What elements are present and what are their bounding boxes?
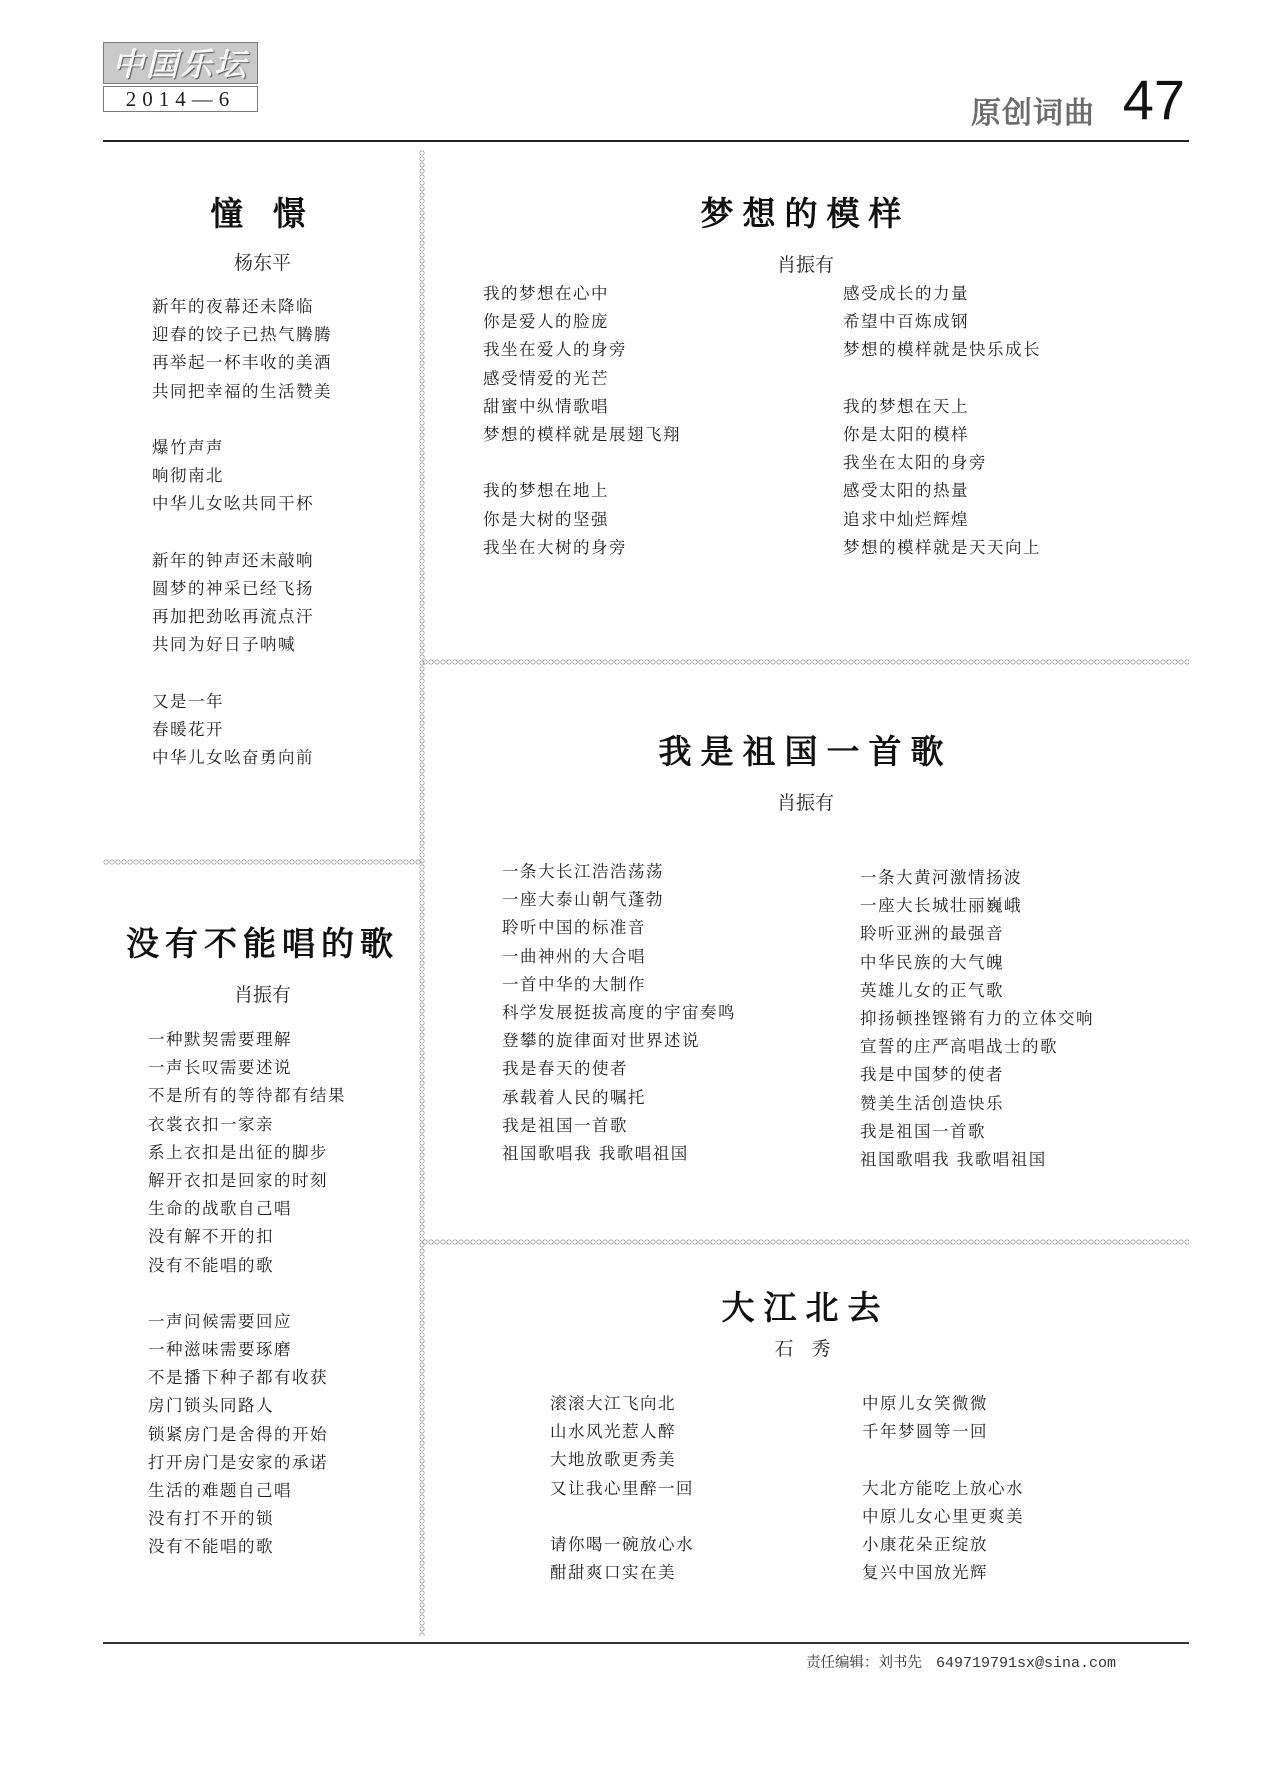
vertical-chain-divider xyxy=(418,150,426,1636)
poem-line: 新年的钟声还未敲响 xyxy=(152,550,314,570)
poem-line: 千年梦圆等一回 xyxy=(862,1422,988,1442)
poem-line: 感受情爱的光芒 xyxy=(483,368,609,388)
poem-title: 大江北去 xyxy=(721,1288,890,1327)
poem-line: 滚滚大江飞向北 xyxy=(550,1394,676,1413)
poem-line: 一座大泰山朝气蓬勃 xyxy=(502,890,664,910)
poem-line: 一声长叹需要述说 xyxy=(148,1058,292,1078)
poem-author: 肖振有 xyxy=(233,984,291,1006)
poem-line: 系上衣扣是出征的脚步 xyxy=(148,1142,328,1162)
poem-line: 我坐在大树的身旁 xyxy=(483,537,627,557)
poem-line: 我坐在爱人的身旁 xyxy=(483,340,627,360)
issue-number: 2014—6 xyxy=(103,86,258,112)
poem-line: 大北方能吃上放心水 xyxy=(862,1478,1024,1498)
header-rule xyxy=(103,140,1189,142)
poem-line: 祖国歌唱我 我歌唱祖国 xyxy=(860,1149,1047,1169)
poem-line: 爆竹声声 xyxy=(152,437,224,457)
poem-line: 感受太阳的热量 xyxy=(843,481,969,501)
poem-line: 梦想的模样就是天天向上 xyxy=(843,537,1041,557)
poem-line: 衣裳衣扣一家亲 xyxy=(148,1114,274,1134)
poem-body-right-column xyxy=(860,864,1094,1174)
stanza-gap xyxy=(843,365,1041,393)
section-title: 原创词曲 xyxy=(971,96,1095,131)
poem-line: 一种滋味需要琢磨 xyxy=(148,1340,292,1360)
poem-body-right-column xyxy=(862,1390,1024,1587)
stanza-gap xyxy=(152,659,332,687)
poem-line: 又是一年 xyxy=(152,691,224,711)
editor-label: 责任编辑：刘书先 xyxy=(806,1655,922,1671)
poem-line: 又让我心里醉一回 xyxy=(550,1478,694,1498)
poem-line: 共同把幸福的生活赞美 xyxy=(152,381,332,401)
poem-line: 复兴中国放光辉 xyxy=(862,1563,988,1583)
magazine-logo: 中国乐坛 xyxy=(103,42,258,84)
poem-line: 你是爱人的脸庞 xyxy=(483,312,609,332)
poem-author: 肖振有 xyxy=(776,254,834,276)
poem-author: 肖振有 xyxy=(776,792,834,814)
footer-rule xyxy=(103,1642,1189,1644)
poem-line: 共同为好日子呐喊 xyxy=(152,635,296,655)
poem-line: 打开房门是安家的承诺 xyxy=(148,1452,328,1472)
poem-line: 抑扬顿挫铿锵有力的立体交响 xyxy=(860,1008,1094,1028)
poem-line: 聆听中国的标准音 xyxy=(502,918,646,938)
poem-line: 梦想的模样就是快乐成长 xyxy=(843,340,1041,360)
poem-line: 没有不能唱的歌 xyxy=(148,1537,274,1557)
poem-line: 你是太阳的模样 xyxy=(843,424,969,444)
poem-line: 不是播下种子都有收获 xyxy=(148,1368,328,1388)
poem-line: 我坐在太阳的身旁 xyxy=(843,453,987,473)
editor-email: 649719791sx@sina.com xyxy=(936,1655,1117,1672)
poem-line: 我的梦想在心中 xyxy=(483,284,609,303)
poem-line: 祖国歌唱我 我歌唱祖国 xyxy=(502,1143,689,1163)
poem-line: 宣誓的庄严高唱战士的歌 xyxy=(860,1037,1058,1057)
poem-line: 没有不能唱的歌 xyxy=(148,1255,274,1275)
poem-line: 解开衣扣是回家的时刻 xyxy=(148,1170,328,1190)
poem-line: 圆梦的神采已经飞扬 xyxy=(152,578,314,598)
poem-line: 再举起一杯丰收的美酒 xyxy=(152,353,332,373)
poem-line: 新年的夜幕还未降临 xyxy=(152,297,314,316)
horizontal-chain-divider-top-right xyxy=(422,658,1189,666)
poem-body xyxy=(152,293,332,772)
poem-body-left-column xyxy=(502,858,736,1168)
stanza-gap xyxy=(483,449,681,477)
poem-line: 一座大长城壮丽巍峨 xyxy=(860,896,1022,916)
poem-line: 春暖花开 xyxy=(152,719,224,739)
poem-body-left-column xyxy=(550,1390,694,1587)
poem-line: 我的梦想在天上 xyxy=(843,396,969,416)
poem-line: 感受成长的力量 xyxy=(843,284,969,303)
page-number: 47 xyxy=(1122,68,1185,131)
poem-line: 承载着人民的嘱托 xyxy=(502,1087,646,1107)
poem-line: 中华民族的大气魄 xyxy=(860,952,1004,972)
poem-title: 憧 憬 xyxy=(210,194,315,233)
poem-body-left-column xyxy=(483,280,681,562)
horizontal-chain-divider-bottom-right xyxy=(422,1238,1189,1246)
poem-line: 登攀的旋律面对世界述说 xyxy=(502,1031,700,1051)
poem-body xyxy=(148,1026,346,1562)
poem-line: 赞美生活创造快乐 xyxy=(860,1093,1004,1113)
stanza-gap xyxy=(148,1280,346,1308)
horizontal-chain-divider-left xyxy=(103,858,422,866)
editor-credit xyxy=(806,1651,1116,1672)
poem-line: 中原儿女心里更爽美 xyxy=(862,1506,1024,1526)
poem-line: 没有打不开的锁 xyxy=(148,1509,274,1529)
stanza-gap xyxy=(152,406,332,434)
poem-line: 我的梦想在地上 xyxy=(483,481,609,501)
poem-line: 生命的战歌自己唱 xyxy=(148,1199,292,1219)
poem-line: 请你喝一碗放心水 xyxy=(550,1534,694,1554)
poem-author: 石 秀 xyxy=(774,1338,837,1360)
poem-line: 一曲神州的大合唱 xyxy=(502,946,646,966)
poem-line: 响彻南北 xyxy=(152,466,224,486)
poem-line: 我是中国梦的使者 xyxy=(860,1065,1004,1085)
poem-line: 中原儿女笑微微 xyxy=(862,1394,988,1413)
poem-line: 生活的难题自己唱 xyxy=(148,1481,292,1500)
poem-line: 聆听亚洲的最强音 xyxy=(860,924,1004,944)
poem-line: 中华儿女吆共同干杯 xyxy=(152,494,314,514)
poem-line: 酣甜爽口实在美 xyxy=(550,1563,676,1583)
poem-line: 再加把劲吆再流点汗 xyxy=(152,607,314,627)
poem-title: 梦想的模样 xyxy=(700,194,911,233)
poem-author: 杨东平 xyxy=(233,252,291,274)
poem-body-right-column xyxy=(843,280,1041,562)
poem-line: 一声问候需要回应 xyxy=(148,1311,292,1331)
poem-line: 我是祖国一首歌 xyxy=(860,1121,986,1141)
poem-line: 没有解不开的扣 xyxy=(148,1227,274,1247)
poem-line: 大地放歌更秀美 xyxy=(550,1450,676,1470)
poem-line: 科学发展挺拔高度的宇宙奏鸣 xyxy=(502,1002,736,1022)
poem-line: 一条大黄河激情扬波 xyxy=(860,868,1022,887)
poem-title: 我是祖国一首歌 xyxy=(658,732,953,771)
poem-line: 一条大长江浩浩荡荡 xyxy=(502,862,664,881)
stanza-gap xyxy=(152,519,332,547)
poem-line: 我是祖国一首歌 xyxy=(502,1115,628,1135)
poem-line: 追求中灿烂辉煌 xyxy=(843,509,969,529)
poem-line: 一首中华的大制作 xyxy=(502,974,646,994)
poem-line: 房门锁头同路人 xyxy=(148,1396,274,1416)
poem-title: 没有不能唱的歌 xyxy=(126,924,399,963)
poem-line: 希望中百炼成钢 xyxy=(843,312,969,332)
poem-line: 锁紧房门是舍得的开始 xyxy=(148,1424,328,1444)
poem-line: 中华儿女吆奋勇向前 xyxy=(152,748,314,767)
poem-line: 我是春天的使者 xyxy=(502,1059,628,1079)
poem-line: 甜蜜中纵情歌唱 xyxy=(483,396,609,416)
stanza-gap xyxy=(862,1446,1024,1474)
poem-line: 你是大树的坚强 xyxy=(483,509,609,529)
poem-line: 小康花朵正绽放 xyxy=(862,1534,988,1554)
poem-line: 迎春的饺子已热气腾腾 xyxy=(152,325,332,345)
poem-line: 英雄儿女的正气歌 xyxy=(860,980,1004,1000)
poem-line: 不是所有的等待都有结果 xyxy=(148,1086,346,1106)
stanza-gap xyxy=(550,1503,694,1531)
poem-line: 一种默契需要理解 xyxy=(148,1030,292,1049)
poem-line: 山水风光惹人醉 xyxy=(550,1422,676,1442)
poem-line: 梦想的模样就是展翅飞翔 xyxy=(483,424,681,444)
